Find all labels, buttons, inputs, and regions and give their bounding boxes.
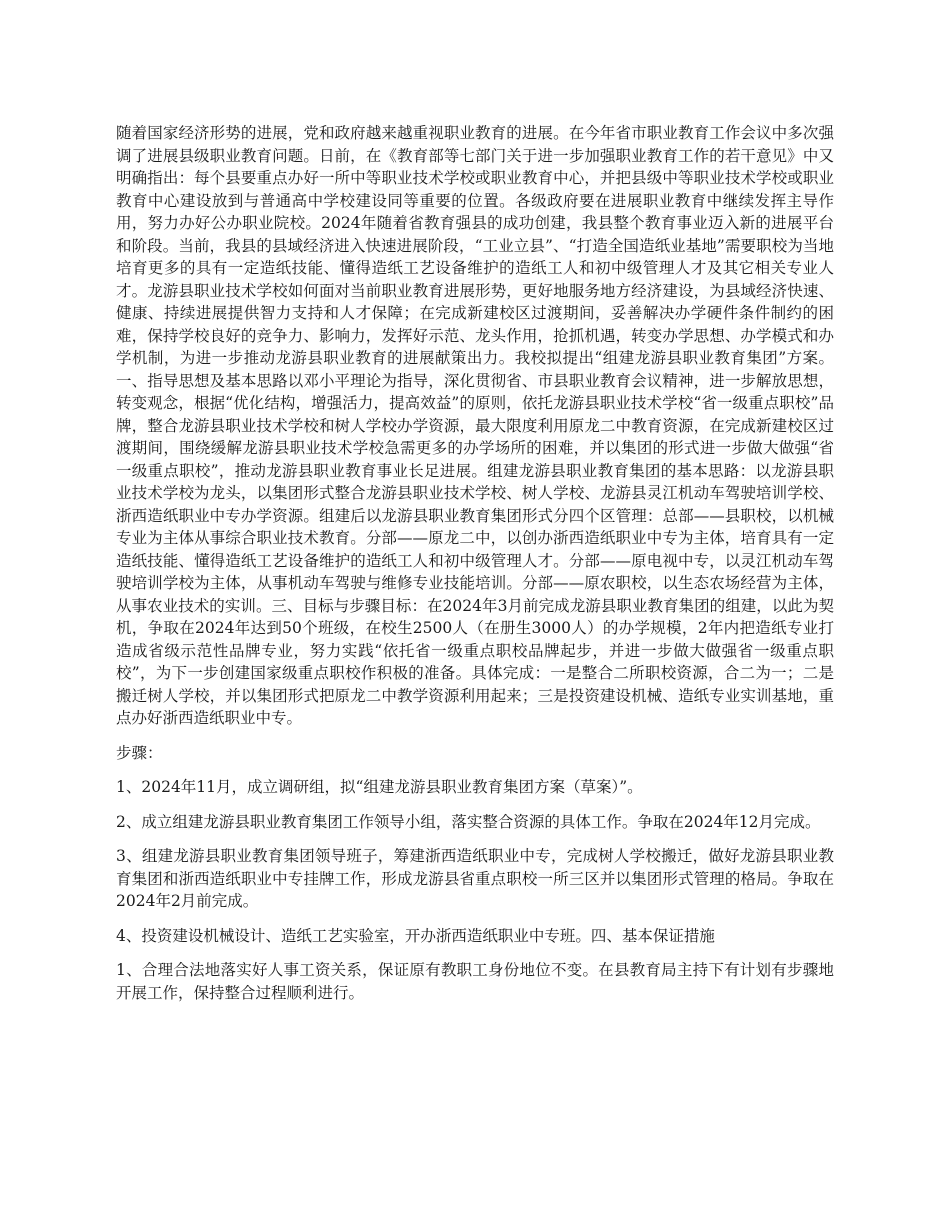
step-4-paragraph: 4、投资建设机械设计、造纸工艺实验室，开办浙西造纸职业中专班。四、基本保证措施: [116, 926, 715, 945]
step-3-paragraph: 3、组建龙游县职业教育集团领导班子，筹建浙西造纸职业中专，完成树人学校搬迁，做好龙游县职业教育集团和浙西造纸职业中专挂牌工作，形成龙游县省重点职校一所三区并以集团形式管理的格局。争取在2024年2月前完成。: [116, 847, 834, 910]
step-2-paragraph: 2、成立组建龙游县职业教育集团工作领导小组，落实整合资源的具体工作。争取在2024年12月完成。: [116, 812, 821, 831]
steps-heading: 步骤：: [116, 743, 163, 762]
document-body: [116, 122, 834, 1016]
measure-1-paragraph: 1、合理合法地落实好人事工资关系，保证原有教职工身份地位不变。在县教育局主持下有计划有步骤地开展工作，保持整合过程顺利进行。: [116, 961, 834, 1002]
step-1-paragraph: 1、2024年11月，成立调研组，拟“组建龙游县职业教育集团方案（草案）”。: [116, 778, 643, 796]
intro-paragraph: 随着国家经济形势的进展，党和政府越来越重视职业教育的进展。在今年省市职业教育工作会议中多次强调了进展县级职业教育问题。日前，在《教育部等七部门关于进一步加强职业教育工作的若干意见》中又明确指出：每个县要重点办好一所中等职业技术学校或职业教育中心，并把县级中等职业技术学校或职业教育中心建设放到与普通高中学校建设同等重要的位置。各级政府要在进展职业教育中继续发挥主导作用，努力办好公办职业院校。2024年随着省教育强县的成功创建，我县整个教育事业迈入新的进展平台和阶段。当前，我县的县域经济进入快速进展阶段，“工业立县”、“打造全国造纸业基地”需要职校为当地培育更多的具有一定造纸技能、懂得造纸工艺设备维护的造纸工人和初中级管理人才及其它相关专业人才。龙游县职业技术学校如何面对当前职业教育进展形势，更好地服务地方经济建设，为县域经济快速、健康、持续进展提供智力支持和人才保障；在完成新建校区过渡期间，妥善解决办学硬件条件制约的困难，保持学校良好的竞争力、影响力，发挥好示范、龙头作用，抢抓机遇，转变办学思想、办学模式和办学机制，为进一步推动龙游县职业教育的进展献策出力。我校拟提出“组建龙游县职业教育集团”方案。一、指导思想及基本思路以邓小平理论为指导，深化贯彻省、市县职业教育会议精神，进一步解放思想，转变观念，根据“优化结构，增强活力，提高效益”的原则，依托龙游县职业技术学校“省一级重点职校”品牌，整合龙游县职业技术学校和树人学校办学资源，最大限度利用原龙二中教育资源，在完成新建校区过渡期间，围绕缓解龙游县职业技术学校急需更多的办学场所的困难，并以集团的形式进一步做大做强“省一级重点职校”，推动龙游县职业教育事业长足进展。组建龙游县职业教育集团的基本思路：以龙游县职业技术学校为龙头，以集团形式整合龙游县职业技术学校、树人学校、龙游县灵江机动车驾驶培训学校、浙西造纸职业中专办学资源。组建后以龙游县职业教育集团形式分四个区管理：总部——县职校，以机械专业为主体从事综合职业技术教育。分部——原龙二中，以创办浙西造纸职业中专为主体，培育具有一定造纸技能、懂得造纸工艺设备维护的造纸工人和初中级管理人才。分部——原电视中专，以灵江机动车驾驶培训学校为主体，从事机动车驾驶与维修专业技能培训。分部——原农职校，以生态农场经营为主体，从事农业技术的实训。三、目标与步骤目标：在2024年3月前完成龙游县职业教育集团的组建，以此为契机，争取在2024年达到50个班级，在校生2500人（在册生3000人）的办学规模，2年内把造纸专业打造成省级示范性品牌专业，努力实践“依托省一级重点职校品牌起步，并进一步做大做强省一级重点职校”，为下一步创建国家级重点职校作积极的准备。具体完成：一是整合二所职校资源，合二为一；二是搬迁树人学校，并以集团形式把原龙二中教学资源利用起来；三是投资建设机械、造纸专业实训基地，重点办好浙西造纸职业中专。: [116, 124, 834, 727]
